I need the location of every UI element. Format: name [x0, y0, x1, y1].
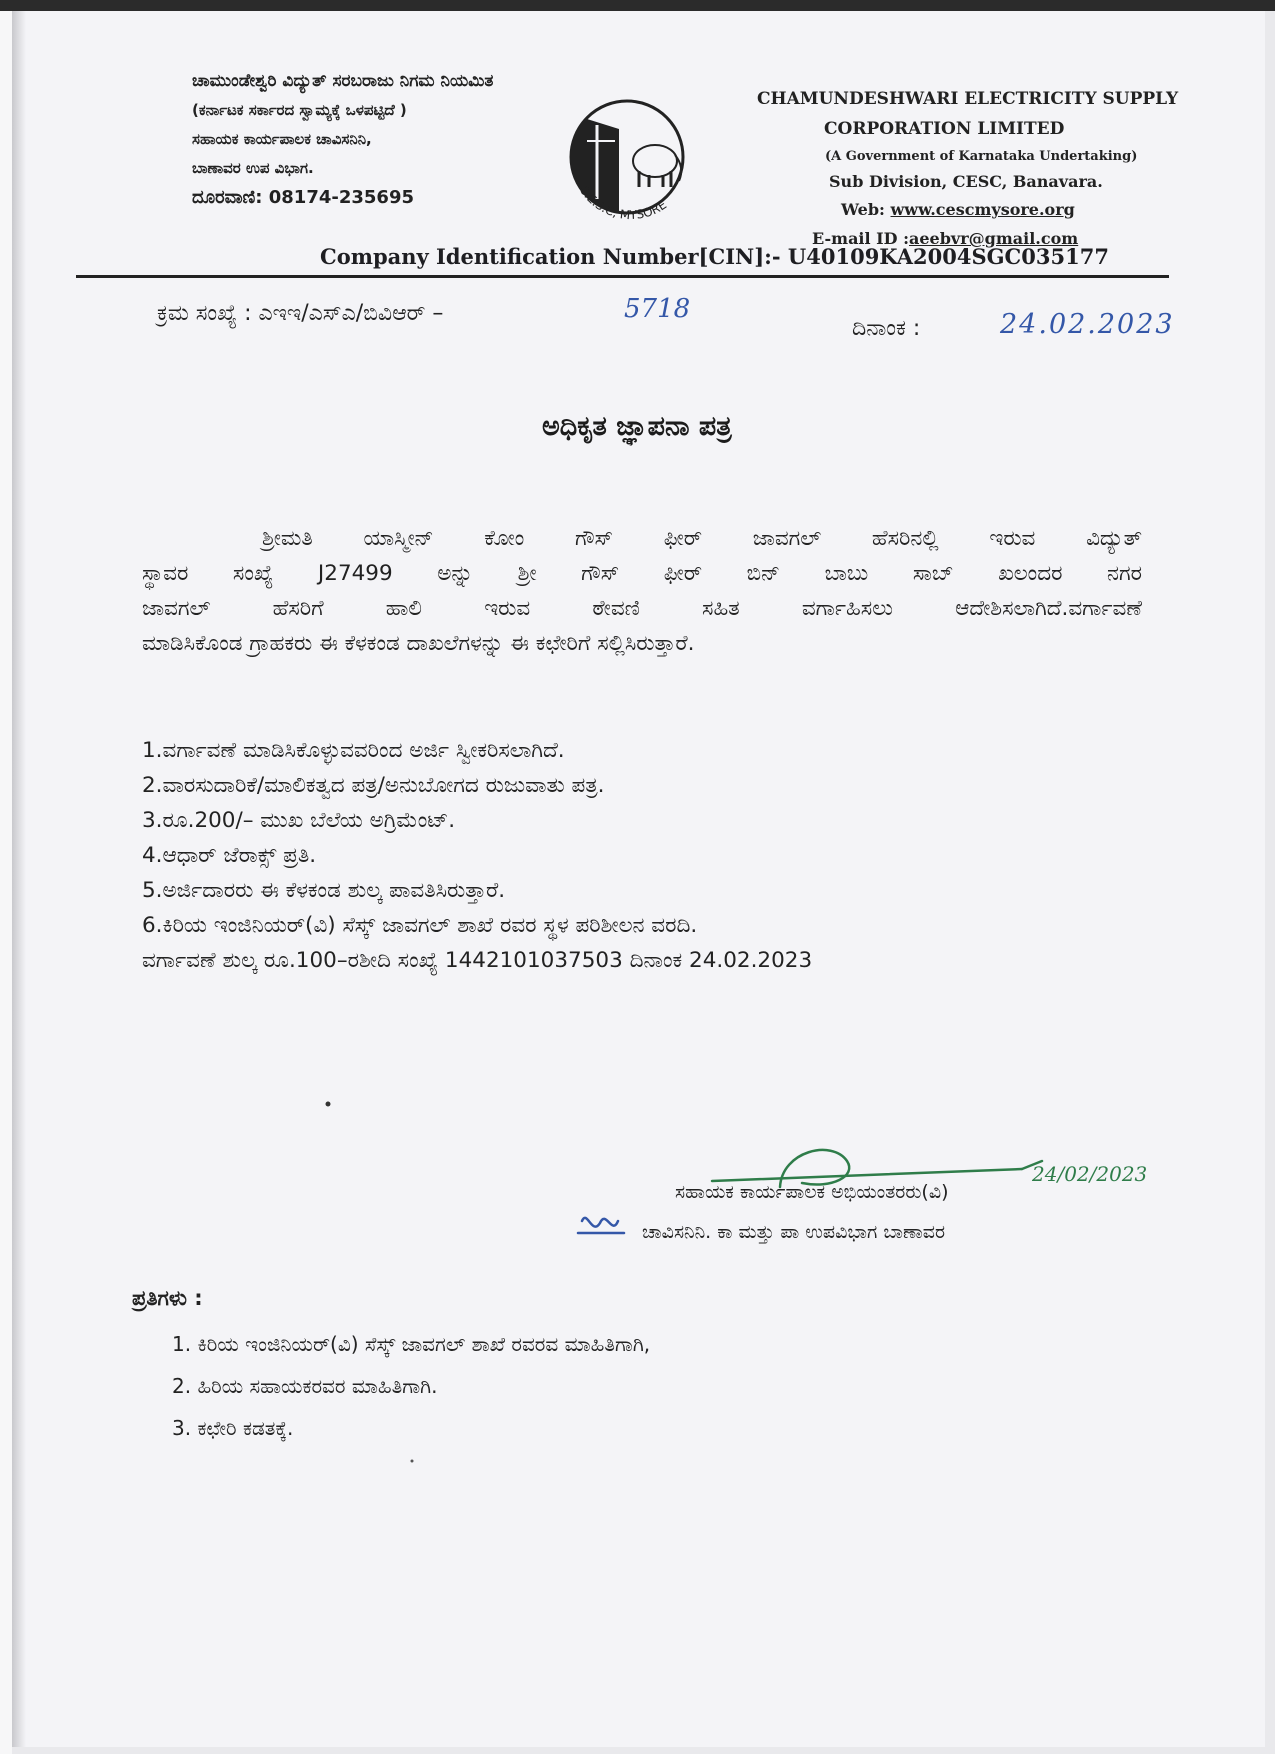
- list-item: 2.ವಾರಸುದಾರಿಕೆ/ಮಾಲಿಕತ್ವದ ಪತ್ರ/ಅನುಬೋಗದ ರುಜುವಾತು ಪತ್ರ.: [142, 773, 605, 798]
- list-item: 2. ಹಿರಿಯ ಸಹಾಯಕರವರ ಮಾಹಿತಿಗಾಗಿ.: [172, 1374, 438, 1398]
- en-subdivision: Sub Division, CESC, Banavara.: [829, 172, 1103, 191]
- web-label: Web:: [841, 200, 891, 219]
- email-label: E-mail ID :: [812, 229, 909, 248]
- page-title: ಅಧಿಕೃತ ಜ್ಞಾಪನಾ ಪತ್ರ: [542, 411, 732, 442]
- cesc-logo: [557, 89, 707, 239]
- body-line: ಮಾಡಿಸಿಕೊಂಡ ಗ್ರಾಹಕರು ಈ ಕೆಳಕಂಡ ದಾಖಲೆಗಳನ್ನು ಈ ಕಛೇರಿಗೆ ಸಲ್ಲಿಸಿರುತ್ತಾರೆ.: [142, 631, 695, 656]
- body-line: ಜಾವಗಲ್ ಹೆಸರಿಗೆ ಹಾಲಿ ಇರುವ ಠೇವಣಿ ಸಹಿತ ವರ್ಗಾಹಿಸಲು ಆದೇಶಿಸಲಾಗಿದೆ.ವರ್ಗಾವಣೆ: [142, 596, 1142, 621]
- cin-number: Company Identification Number[CIN]:- U40109KA2004SGC035177: [320, 244, 1109, 269]
- body-paragraph: [142, 521, 1142, 661]
- reference-label: ಕ್ರಮ ಸಂಖ್ಯೆ : ಎಇಇ/ಎಸ್‌ಎ/ಬಿವಿಆರ್ –: [157, 301, 444, 326]
- list-item: ವರ್ಗಾವಣೆ ಶುಲ್ಕ ರೂ.100–ರಶೀದಿ ಸಂಖ್ಯೆ 1442101037503 ದಿನಾಂಕ 24.02.2023: [142, 948, 813, 973]
- signatory-designation: ಸಹಾಯಕ ಕಾರ್ಯಪಾಲಕ ಅಭಿಯಂತರರು(ವಿ): [675, 1181, 949, 1203]
- kn-subdivision: ಬಾಣಾವರ ಉಪ ವಿಭಾಗ.: [192, 159, 314, 177]
- list-item: 3. ಕಛೇರಿ ಕಡತಕ್ಕೆ.: [172, 1416, 294, 1440]
- scan-edge: [0, 0, 12, 1754]
- scan-top-border: [0, 0, 1275, 11]
- kn-org-name: ಚಾಮುಂಡೇಶ್ವರಿ ವಿದ್ಯುತ್ ಸರಬರಾಜು ನಿಗಮ ನಿಯಮಿತ: [192, 71, 494, 91]
- document-page: [12, 11, 1265, 1747]
- letterhead-kannada: [192, 67, 493, 212]
- body-line: ಶ್ರೀಮತಿ ಯಾಸ್ಮೀನ್ ಕೋಂ ಗೌಸ್ ಫೀರ್ ಜಾವಗಲ್ ಹೆಸರಿನಲ್ಲಿ ಇರುವ ವಿದ್ಯುತ್: [262, 526, 1142, 551]
- list-item: 4.ಆಧಾರ್ ಜೆರಾಕ್ಸ್ ಪ್ರತಿ.: [142, 843, 317, 868]
- handwritten-date: 24/02/2023: [1032, 1162, 1148, 1186]
- list-item: 6.ಕಿರಿಯ ಇಂಜಿನಿಯರ್(ವಿ) ಸೆಸ್ಕ್ ಜಾವಗಲ್ ಶಾಖೆ ರವರ ಸ್ಥಳ ಪರಿಶೀಲನ ವರದಿ.: [142, 913, 698, 938]
- page-shadow: [12, 11, 26, 1747]
- kn-org-status: (ಕರ್ನಾಟಕ ಸರ್ಕಾರದ ಸ್ವಾಮ್ಯಕ್ಕೆ ಒಳಪಟ್ಟಿದೆ ): [192, 101, 407, 119]
- date-label: ದಿನಾಂಕ :: [852, 316, 921, 341]
- kn-office: ಸಹಾಯಕ ಕಾರ್ಯಪಾಲಕ ಚಾವಿಸನಿನಿ,: [192, 130, 372, 148]
- copies-label: ಪ್ರತಿಗಳು :: [132, 1286, 203, 1310]
- en-org-status: (A Government of Karnataka Undertaking): [825, 149, 1138, 164]
- body-line: ಸ್ಥಾವರ ಸಂಖ್ಯೆ J27499 ಅನ್ನು ಶ್ರೀ ಗೌಸ್ ಫೀರ್ ಬಿನ್ ಬಾಬು ಸಾಬ್ ಖಲಂದರ ನಗರ: [142, 561, 1142, 586]
- ink-dot: [326, 1102, 331, 1107]
- list-item: 3.ರೂ.200/– ಮುಖ ಬೆಲೆಯ ಅಗ್ರಿಮೆಂಟ್.: [142, 808, 456, 833]
- signatory-office: ಚಾವಿಸನಿನಿ. ಕಾ ಮತ್ತು ಪಾ ಉಪವಿಭಾಗ ಬಾಣಾವರ: [642, 1221, 946, 1243]
- documents-list: [142, 733, 812, 978]
- ink-dot: [411, 1460, 414, 1463]
- website-link[interactable]: www.cescmysore.org: [890, 200, 1075, 219]
- list-item: 1. ಕಿರಿಯ ಇಂಜಿನಿಯರ್(ವಿ) ಸೆಸ್ಕ್ ಜಾವಗಲ್ ಶಾಖೆ ರವರವ ಮಾಹಿತಿಗಾಗಿ,: [172, 1332, 651, 1356]
- en-org-name: CHAMUNDESHWARI ELECTRICITY SUPPLY: [757, 89, 1179, 109]
- kn-phone: ದೂರವಾಣಿ: 08174-235695: [192, 187, 414, 208]
- website-line: [841, 200, 1075, 219]
- en-org-name-2: CORPORATION LIMITED: [824, 119, 1065, 139]
- reference-number: 5718: [624, 294, 691, 324]
- initials-mark: [578, 1218, 624, 1233]
- logo-caption: C.E.S.C, MYSORE: [576, 182, 670, 223]
- date-value: 24.02.2023: [1000, 309, 1175, 340]
- list-item: 1.ವರ್ಗಾವಣೆ ಮಾಡಿಸಿಕೊಳ್ಳುವವರಿಂದ ಅರ್ಜಿ ಸ್ವೀಕರಿಸಲಾಗಿದೆ.: [142, 738, 565, 763]
- email-link[interactable]: aeebvr@gmail.com: [909, 229, 1079, 248]
- header-divider: [76, 275, 1169, 278]
- list-item: 5.ಅರ್ಜಿದಾರರು ಈ ಕೆಳಕಂಡ ಶುಲ್ಕ ಪಾವತಿಸಿರುತ್ತಾರೆ.: [142, 878, 506, 903]
- copies-list: [172, 1323, 650, 1449]
